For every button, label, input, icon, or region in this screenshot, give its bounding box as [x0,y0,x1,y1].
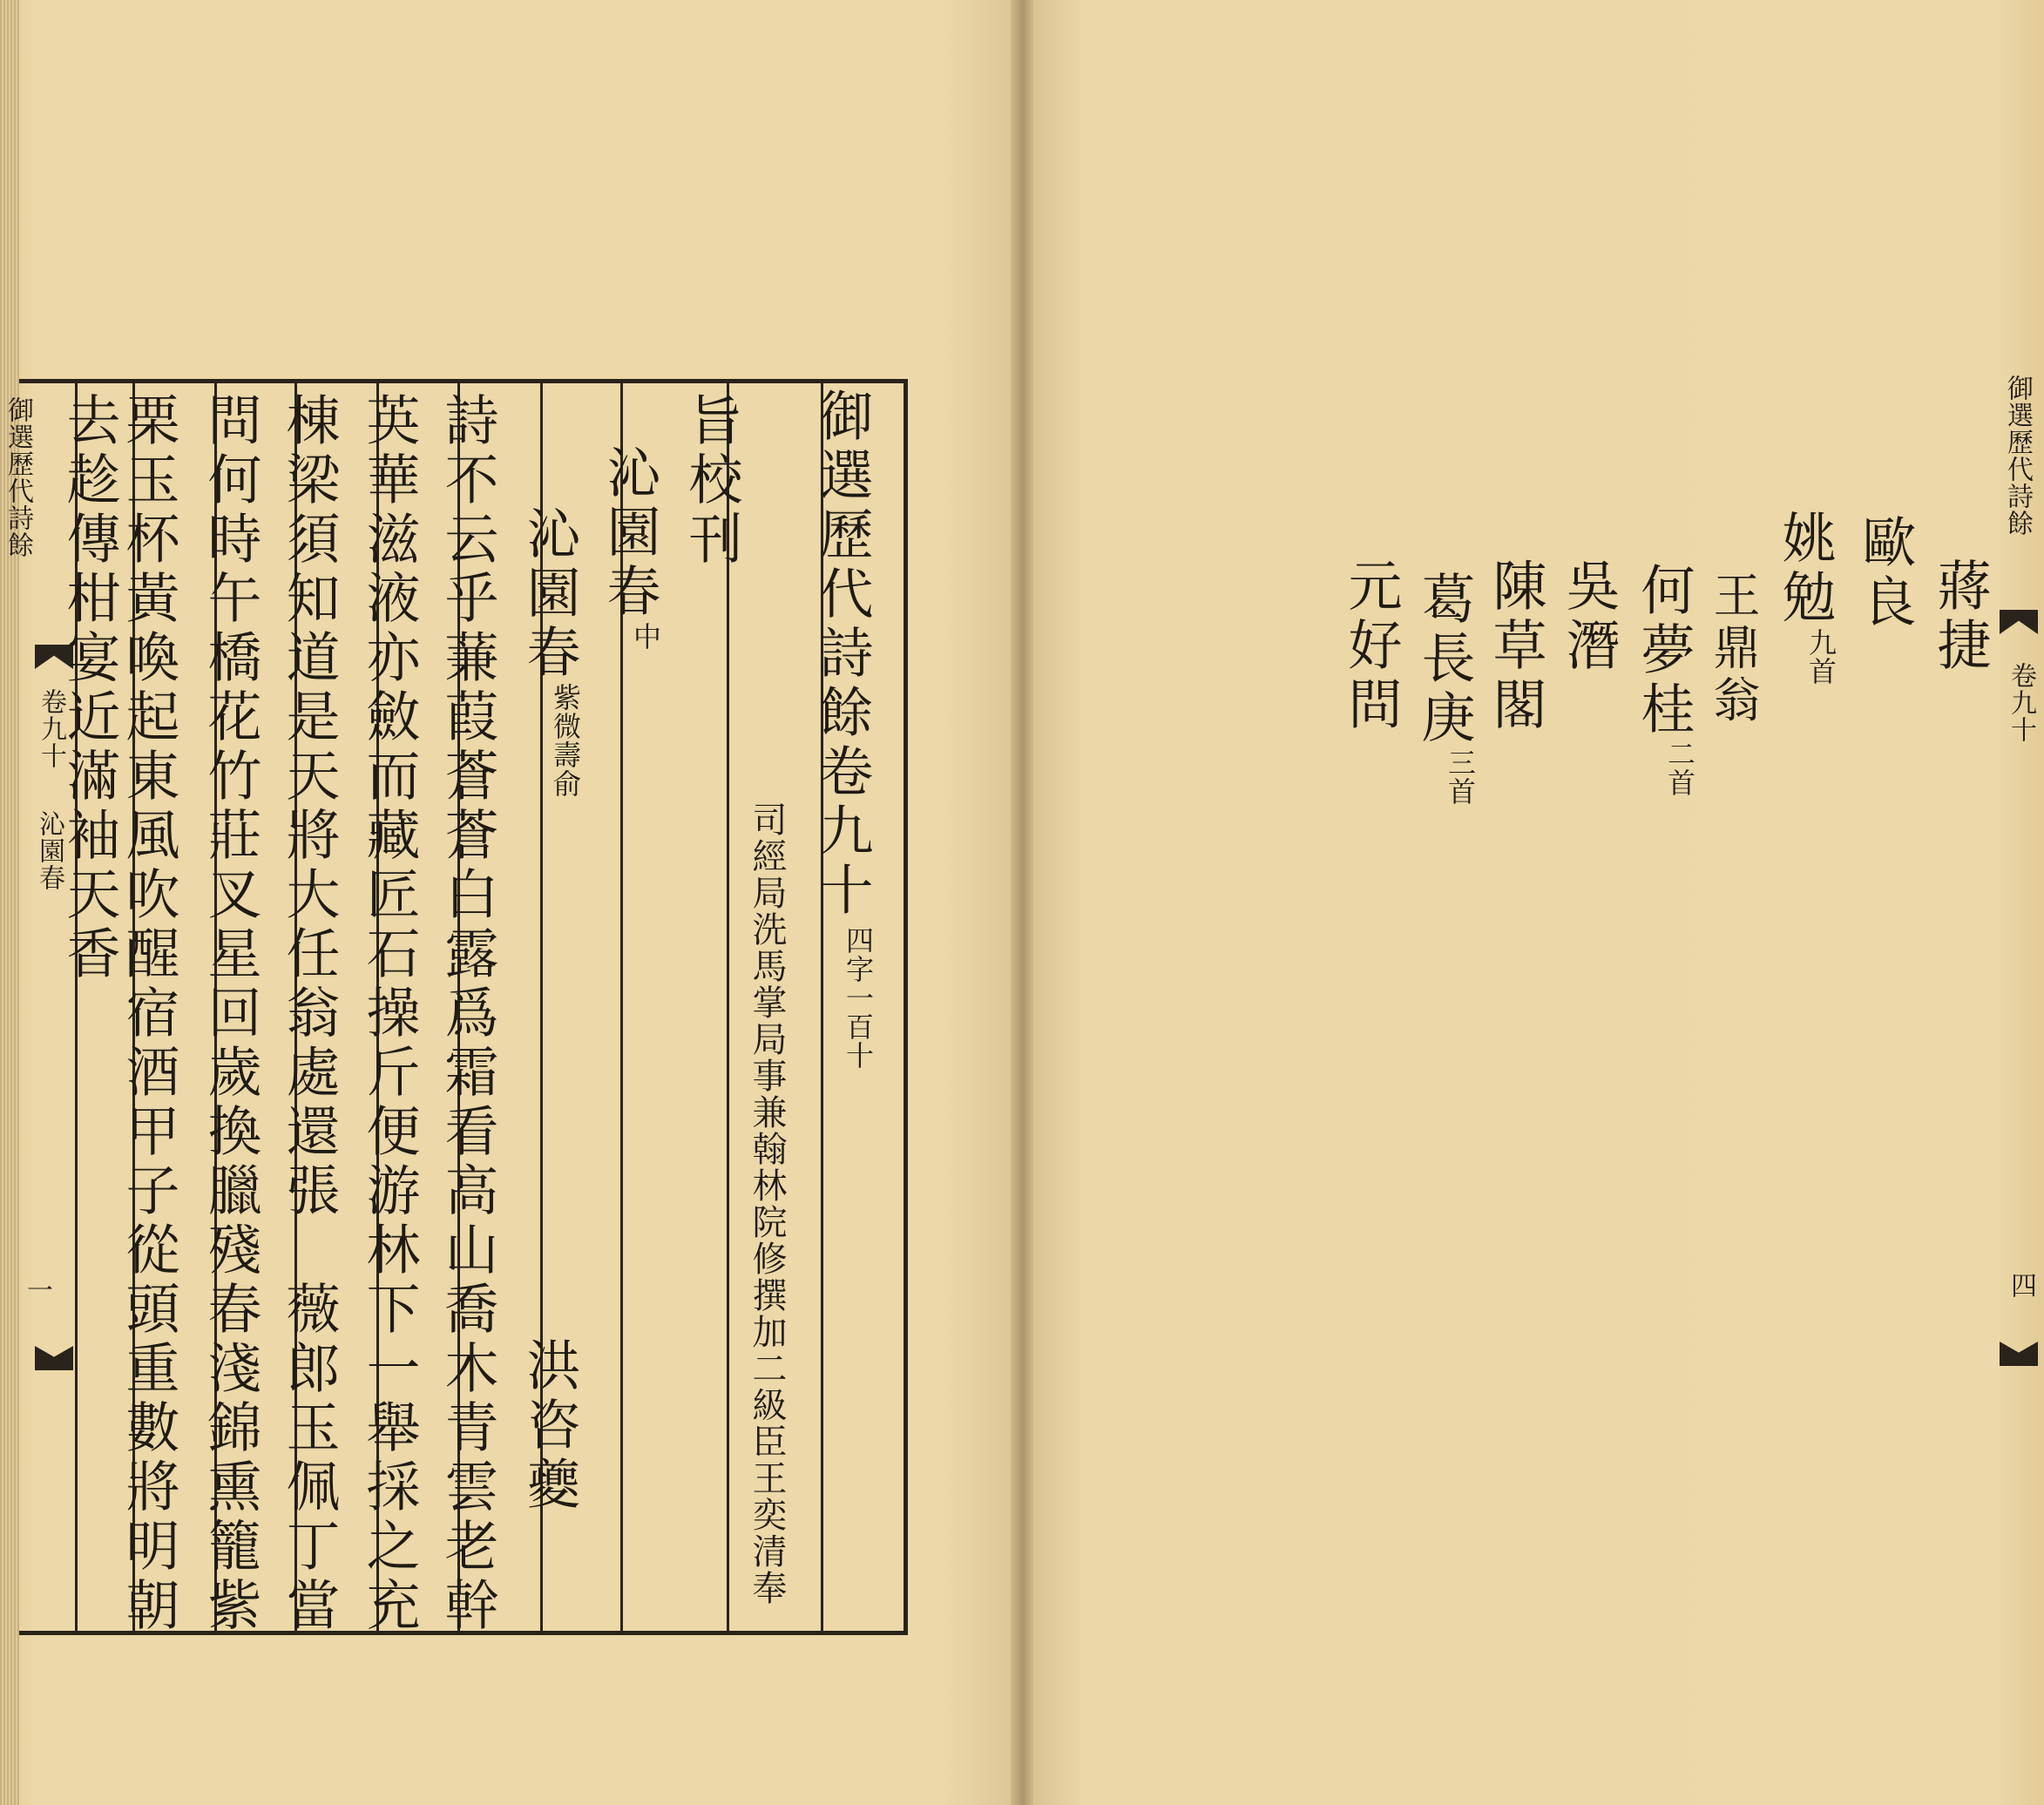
margin-tune: 沁園春 [34,810,64,891]
poem-line: 問何時午橋花竹莊叉星回歲換臘殘春淺錦熏籠紫 [199,392,262,1636]
tune-name [598,444,660,651]
author-name: 王鼎翁 [1706,571,1761,727]
poem-title-text: 沁園春 [518,505,581,683]
margin-title: 御選歷代詩餘 [2002,375,2033,537]
author-note: 二首 [1663,740,1696,797]
tune-suffix: 中 [629,622,662,651]
author-name: 何夢桂 [1632,562,1695,740]
author-entry [1632,562,1695,797]
margin-title: 御選歷代詩餘 [3,396,33,558]
page-edge [0,0,19,1805]
author-entry [1412,571,1475,806]
volume-title-text: 御選歷代詩餘卷九十 [810,388,874,921]
author-name: 蔣捷 [1928,558,1992,676]
poem-line: 去趁傳柑宴近滿袖天香 [58,392,121,984]
fishtail-mark-top [2000,610,2038,634]
author-name: 姚勉 [1773,510,1837,628]
title-note-1: 一百十 [842,984,875,1070]
author-name: 元好問 [1339,558,1403,735]
volume-title [810,388,873,1070]
margin-page-number: 四 [2006,1272,2036,1299]
author-note: 三首 [1444,748,1477,806]
poem-line: 栗玉杯黃喚起東風吹醒宿酒甲子從頭重數將明朝 [117,392,180,1636]
poem-line: 英華滋液亦斂而藏匠石操斤便游林下一舉採之充 [357,392,421,1636]
author-name: 歐良 [1853,514,1917,632]
author-note: 九首 [1804,628,1838,686]
tune-name-text: 沁園春 [598,444,661,622]
poem-title [518,505,580,798]
author-name: 吳潛 [1557,558,1621,676]
margin-page-number: 一 [22,1276,52,1303]
right-page [1022,0,2044,1805]
margin-volume: 卷九十 [36,688,66,769]
author-name: 葛長庚 [1412,571,1476,748]
poem-author: 洪咨夔 [518,1337,581,1515]
poem-line: 詩不云乎蒹葭蒼蒼白露爲霜看高山喬木青雲老幹 [436,392,499,1636]
poem-title-note-1: 壽俞 [549,740,582,798]
poem-title-note-2: 紫微 [549,683,582,740]
author-entry [1773,510,1836,686]
editor-line: 司經局洗馬掌局事兼翰林院修撰加二級臣王奕清奉 [747,801,787,1606]
author-name: 陳草閣 [1484,558,1547,735]
margin-volume: 卷九十 [2006,662,2036,743]
poem-line: 棟梁須知道是天將大任翁處還張 薇郎玉佩丁當 [277,392,341,1636]
title-note-2: 四字 [842,926,875,984]
fishtail-mark-bottom [2000,1342,2038,1366]
imperial-line: 旨校刊 [680,392,743,570]
book-gutter [1011,0,1033,1805]
